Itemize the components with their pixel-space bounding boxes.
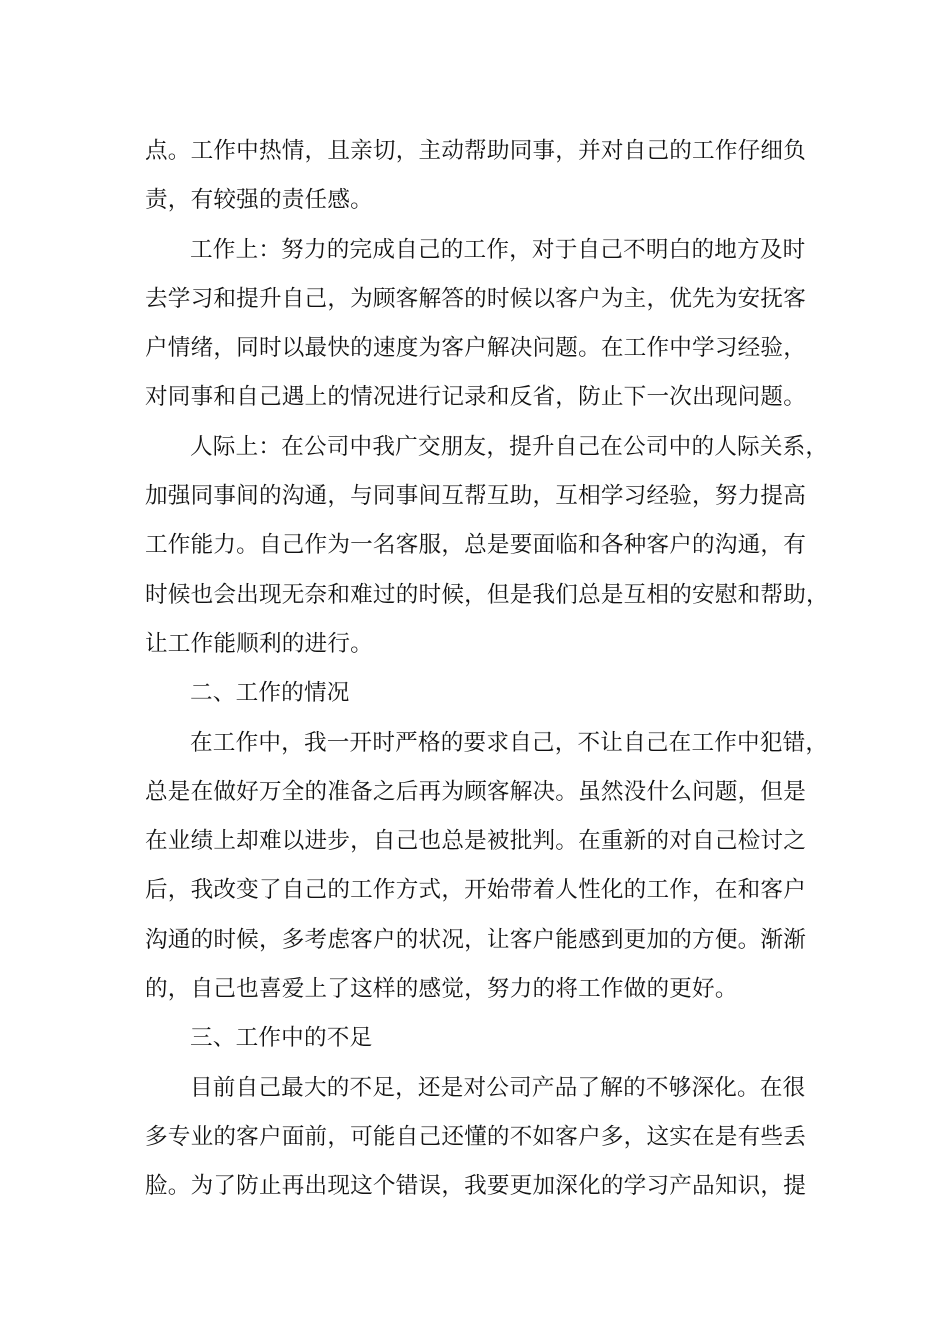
text-line: 对同事和自己遇上的情况进行记录和反省，防止下一次出现问题。 [145,384,807,411]
text-line: 点。工作中热情，且亲切，主动帮助同事，并对自己的工作仔细负 [145,138,807,164]
text-line: 的，自己也喜爱上了这样的感觉，努力的将工作做的更好。 [145,976,738,1003]
paragraph-start-interpersonal: 人际上：在公司中我广交朋友，提升自己在公司中的人际关系， [190,433,829,460]
text-line: 去学习和提升自己，为顾客解答的时候以客户为主，优先为安抚客 [145,285,807,312]
text-line: 多专业的客户面前，可能自己还懂的不如客户多，这实在是有些丢 [145,1123,807,1150]
text-line: 时候也会出现无奈和难过的时候，但是我们总是互相的安慰和帮助， [145,581,829,608]
body-text [145,127,835,1212]
text-line: 总是在做好万全的准备之后再为顾客解决。虽然没什么问题，但是 [145,778,807,805]
text-line: 让工作能顺利的进行。 [145,630,373,657]
section-heading-3: 三、工作中的不足 [190,1025,373,1052]
paragraph-start-work: 工作上：努力的完成自己的工作，对于自己不明白的地方及时 [190,236,806,263]
text-line: 沟通的时候，多考虑客户的状况，让客户能感到更加的方便。渐渐 [145,926,807,953]
text-line: 后，我改变了自己的工作方式，开始带着人性化的工作，在和客户 [145,877,807,904]
section-heading-2: 二、工作的情况 [190,680,350,707]
paragraph-start-shortcomings: 目前自己最大的不足，还是对公司产品了解的不够深化。在很 [190,1074,806,1101]
paragraph-start-situation: 在工作中，我一开时严格的要求自己，不让自己在工作中犯错， [190,729,829,756]
text-line: 加强同事间的沟通，与同事间互帮互助，互相学习经验，努力提高 [145,483,807,510]
text-line: 责，有较强的责任感。 [145,187,373,214]
text-line: 工作能力。自己作为一名客服，总是要面临和各种客户的沟通，有 [145,532,807,559]
text-line: 脸。为了防止再出现这个错误，我要更加深化的学习产品知识，提 [145,1173,807,1200]
text-line: 在业绩上却难以进步，自己也总是被批判。在重新的对自己检讨之 [145,828,807,855]
text-line: 户情绪，同时以最快的速度为客户解决问题。在工作中学习经验， [145,335,807,362]
